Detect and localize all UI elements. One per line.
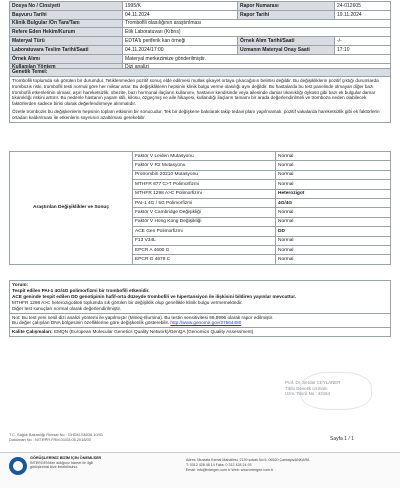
results-table <box>9 151 391 265</box>
info-value: 17:10 <box>335 45 391 54</box>
variant-name: Faktör V R2 Mutasyonu <box>133 161 276 170</box>
results-side-label: Araştırılan Değişiklikler ve Sonuç <box>10 152 133 265</box>
feedback-heading: GÖRÜŞLERİNİZ BİZİM İÇİN ÖNEMLİDİR <box>30 456 102 460</box>
note-block <box>9 314 391 329</box>
contact-info <box>186 458 394 473</box>
info-value: 24-012605 <box>335 2 391 11</box>
info-label: Rapor Numarası <box>238 2 335 11</box>
document-references <box>9 432 103 442</box>
contact-address: Adres: Mustafa Kemal Mahallesi, 2139 sokak No:5, 06520 Çankaya/ANKARA <box>186 458 310 462</box>
info-row <box>10 28 391 37</box>
signature-block <box>285 380 385 397</box>
info-label: Örnek Alım Tarihi/Saati <box>238 37 335 46</box>
patient-info-table <box>9 1 391 72</box>
comment-section <box>9 280 391 337</box>
info-value: Materyal merkezimize gönderilmiştir. <box>123 54 391 63</box>
genetic-basis-paragraph-2: Özetle trombozis bu değişkenlerin hepsinin toplam etkisinin bir sonucudur. Tek bir değişkene bakılarak takip tedavi planı yapılmamalı, pozitif vakalarda hareketsizlik gibi ek faktörlerin ortadan kaldırılması ile etkenlerin sayısının azaltılması gerekebilir. <box>9 108 391 123</box>
info-value: 19.11.2024 <box>335 10 391 19</box>
variant-name: EPCR A 4600 G <box>133 245 276 254</box>
comment-title: Yorum: <box>12 282 29 287</box>
contact-phone: T: 0312 428 48 14 Faks: 0 312 428 24 93 <box>186 463 252 467</box>
info-label: Dosya No / Cinsiyeti <box>10 2 123 11</box>
page-number: Sayfa 1 / 1 <box>330 436 354 442</box>
signature-dip: Uzm. Tescil No : 43164 <box>285 391 331 397</box>
comment-block <box>9 280 391 314</box>
quality-block <box>9 328 391 337</box>
variant-result: Normal <box>276 208 391 217</box>
info-label: Başvuru Tarihi <box>10 10 123 19</box>
variant-result: Normal <box>276 161 391 170</box>
variant-result: Normal <box>276 152 391 161</box>
variant-name: Protrombin 20210 Mutasyonu <box>133 170 276 179</box>
comment-line-1: Tespit edilen PAI-1 4G/4G polimorfizmi bir trombofili etkenidir. <box>12 287 150 293</box>
variant-result: Normal <box>276 245 391 254</box>
variant-result: Heterozigot <box>276 189 391 198</box>
result-row <box>10 152 391 161</box>
variant-name: EPCR G 4678 C <box>133 255 276 264</box>
info-label: Refere Eden Hekim/Kurum <box>10 28 123 37</box>
info-value: Etik Laboratuvarı (Kıbrıs) <box>123 28 391 37</box>
info-value: Trombofili olasılığının araştırılması <box>123 19 391 28</box>
feedback-line-3: görüşlerinizi bize iletebilirsiniz. <box>30 465 79 470</box>
genetic-basis-title: Genetik Temel: <box>9 68 391 77</box>
info-value: 04.11.2024/17:00 <box>123 45 238 54</box>
note-link-prefix: Bu değer çalışılan DNA bölgesinin özelliklerine göre değişkenlik gösterebilir. <box>12 320 171 326</box>
signature-name: Prof. Dr. Serdar CEYLANER <box>285 380 341 385</box>
variant-name: PAI-1 4G / 5G Polimorfizmi <box>133 198 276 207</box>
contact-email: Email: info@intergen.com.tr Web: www.intergen.com.tr <box>186 468 274 472</box>
comment-line-4: Diğer test sonuçları normal olarak değerlendirilmiştir. <box>12 305 122 311</box>
quality-label: Kalite Çalışmaları: <box>12 329 53 335</box>
info-row <box>10 45 391 54</box>
info-row <box>10 37 391 46</box>
note-text: Not: Bu test yeni nesil dizi analizi yöntemi ile yapılmıştır (Mineq-Illumina). Bu testin sensitivitesi 99,9996 olarak rapor edilmiştir. <box>12 314 274 320</box>
quality-text: EMQN (European Molecular Genetics Quality Network)/GenQA (Genomics Quality Assessment) <box>53 329 254 335</box>
info-label: Laboratuvara Teslim Tarihi/Saati <box>10 45 123 54</box>
info-label: Örnek Alımı <box>10 54 123 63</box>
info-row <box>10 10 391 19</box>
variant-name: MTHFR 1298 A>C Polimorfizmi <box>133 189 276 198</box>
genome-link[interactable]: http://www.genome.gov/27564480 <box>170 320 242 326</box>
variant-name: Faktör V Leiden Mutasyonu <box>133 152 276 161</box>
info-label: Materyal Türü <box>10 37 123 46</box>
variant-result: Normal <box>276 236 391 245</box>
info-label: Rapor Tarihi <box>238 10 335 19</box>
variant-result: 4G/4G <box>276 198 391 207</box>
variant-result: DD <box>276 227 391 236</box>
feedback-line-2: İNTERGEN'den aldığınız hizmet ile ilgili <box>30 460 94 465</box>
variant-result: Normal <box>276 217 391 226</box>
feedback-text <box>30 456 180 470</box>
info-value: -/- <box>335 37 391 46</box>
variant-result: Normal <box>276 170 391 179</box>
variant-name: Faktör V Cambridge Değişikliği <box>133 208 276 217</box>
ref-document: Doküman No : NIT.RPR.FRM.01/03.05.2018/00 <box>9 437 91 442</box>
intergen-logo-icon <box>9 457 27 475</box>
info-value: EDTA'lı periferik kan örneği <box>123 37 238 46</box>
comment-line-2: ACE geninde tespit edilen DD genotipinin hafif-orta düzeyde trombofili ve hipertansiyon ile ilişkisini bildiren yayınlar mevcuttur. <box>12 293 297 299</box>
info-label: Uzmanın Materyal Onay Saati <box>238 45 335 54</box>
info-row <box>10 19 391 28</box>
signature-title: Tıbbi Genetik Uzmanı <box>285 385 328 391</box>
info-row <box>10 2 391 11</box>
variant-name: F13 V34L <box>133 236 276 245</box>
variant-result: Normal <box>276 255 391 264</box>
genetic-basis-section <box>9 68 391 123</box>
info-row <box>10 54 391 63</box>
variant-name: Faktör V Hong Kong Değişikliği <box>133 217 276 226</box>
info-label: Klinik Bulgular /Ön Tanı/Tanı <box>10 19 123 28</box>
variant-name: MTHFR 677 C>T Polimorfizmi <box>133 180 276 189</box>
genetic-basis-paragraph-1: Trombofili toplumda sık görülen bir durumdur. Tetiklenmeden pozitif sonuç elde edilmesi mutlak şikayet ortaya çıkacağının belirtisi değildir. Bu değişikliklerin pozitif çıktığı durumlarda trombozis riski, trombofili testi normal göre her miktar artar. Bu değişikliklerin hepsinin klinik bulgu verme olasılığı aynı değildir. Bu hastalarda bu test panelinde olmayan diğer bazı trombofili etkenlerinin olması, aşırı hareketsizlik, obezite, bazı hormonal ilaçların kullanımı, hastanın kendisinde veya ailesinde damar tıkanıklığı öyküsü gibi bazı ek bulgular damar tıkanıklığı riskini arttırır. Bu nedenle hastanın yaşam stili, kilosu, özgeçmiş ve aile hikayesi, kullandığı ilaçların tamamı bir arada değerlendirilmeli ve tromboza neden olabilecek faktörlerden sadece birisi olarak değerlendirmeye alınmalıdır. <box>9 77 391 108</box>
note-line-2 <box>12 320 388 326</box>
ref-license: T.C. Sağlık Bakanlığı Ruhsat No : GHDM-SM/36.10/01 <box>9 432 104 437</box>
comment-line-3: MTHFR 1298 A>C heterozigotiteti toplumda sık görülen bir değişiklik olup genellikle klinik bulgu vermemektedir. <box>12 299 243 305</box>
variant-result: Normal <box>276 180 391 189</box>
info-value: 04.11.2024 <box>123 10 238 19</box>
variant-name: ACE Gen Polimorfizmi <box>133 227 276 236</box>
info-value: 1995/K <box>123 2 238 11</box>
